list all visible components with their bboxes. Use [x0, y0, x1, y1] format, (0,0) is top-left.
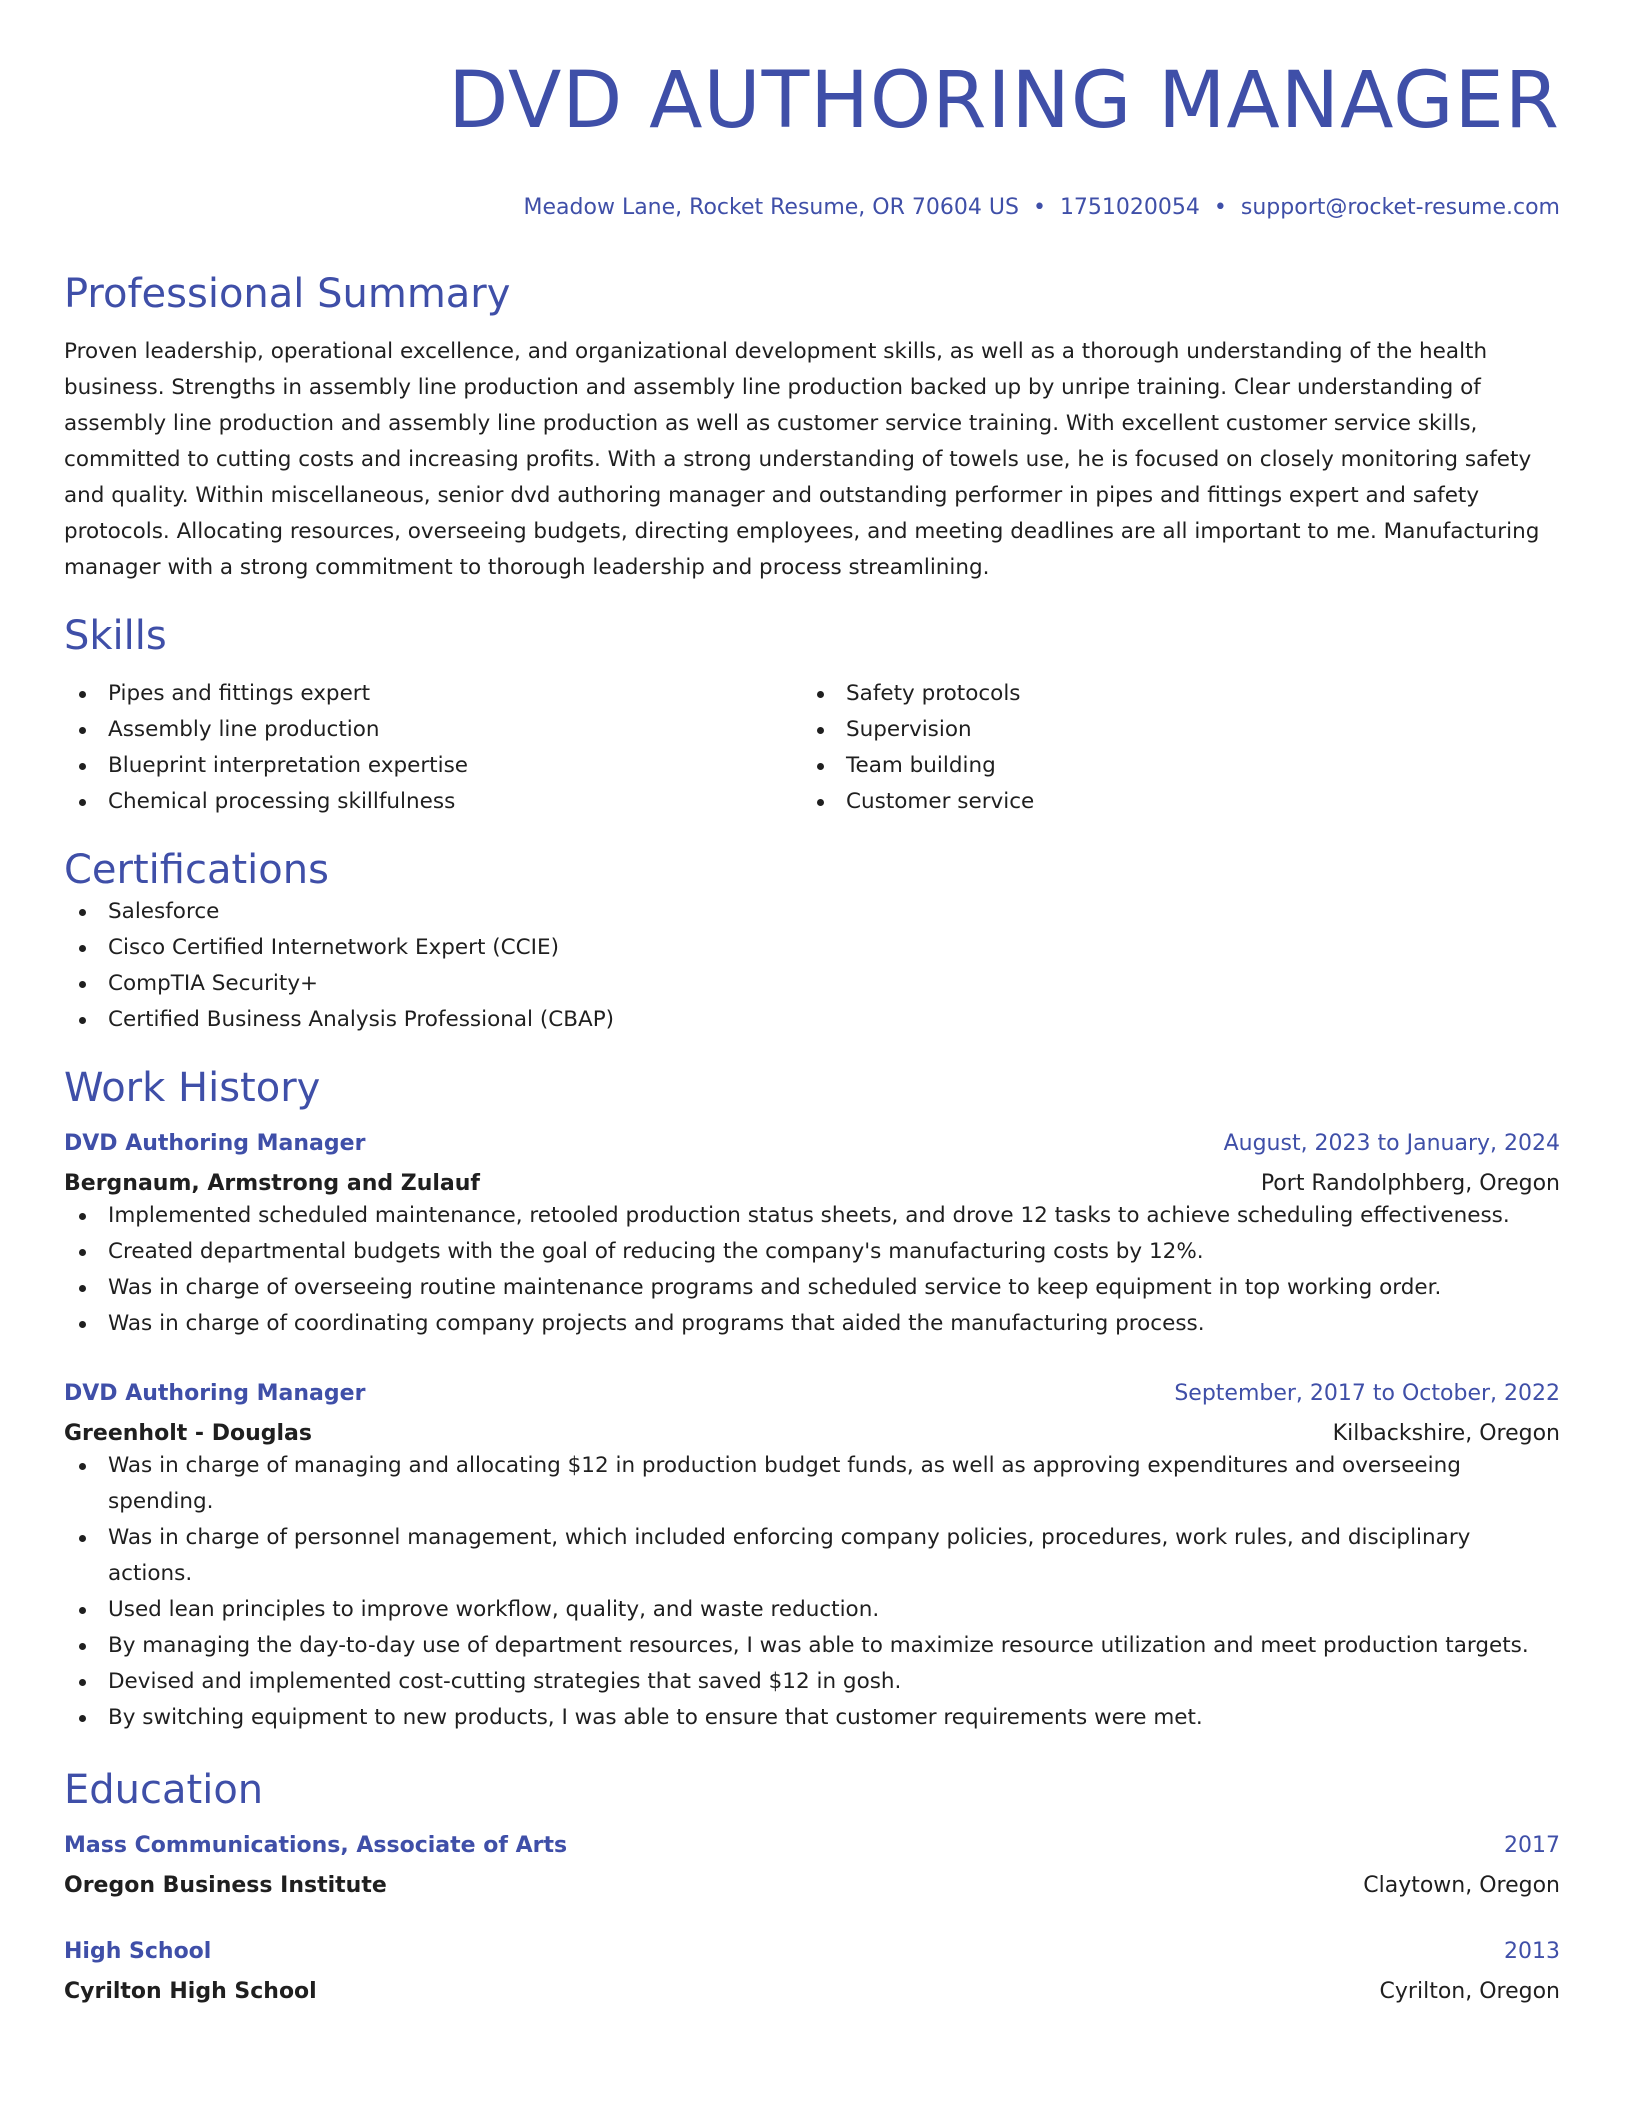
education-degree: Mass Communications, Associate of Arts [64, 1833, 568, 1858]
education-year: 2013 [1504, 1939, 1560, 1964]
education-location: Claytown, Oregon [1363, 1873, 1560, 1898]
section-title-skills: Skills [64, 613, 167, 659]
certification-item: CompTIA Security+ [64, 966, 1560, 1002]
contact-line [64, 194, 1560, 222]
summary-section [64, 270, 1560, 586]
contact-email[interactable]: support@rocket-resume.com [1240, 195, 1560, 220]
job-entry [64, 1380, 1560, 1736]
job-employer-row [64, 1420, 1560, 1448]
skill-item: Supervision [802, 712, 1540, 748]
job-duty-item: Created departmental budgets with the goal of reducing the company's manufacturing costs by 12%. [64, 1234, 1560, 1270]
skill-item: Chemical processing skillfulness [64, 784, 802, 820]
contact-phone[interactable]: 1751020054 [1059, 195, 1200, 220]
certifications-list [64, 894, 1560, 1038]
education-school: Cyrilton High School [64, 1979, 317, 2004]
job-title: DVD Authoring Manager [64, 1131, 366, 1156]
skills-section [64, 612, 1560, 820]
certification-item: Certified Business Analysis Professional (CBAP) [64, 1002, 1560, 1038]
job-entry [64, 1130, 1560, 1342]
skills-list-left [64, 676, 802, 820]
job-employer: Greenholt - Douglas [64, 1421, 312, 1446]
job-dates: September, 2017 to October, 2022 [1174, 1381, 1560, 1406]
job-employer-row [64, 1170, 1560, 1198]
job-title: DVD Authoring Manager [64, 1381, 366, 1406]
resume-header [64, 0, 1560, 222]
skills-list-right [802, 676, 1540, 820]
job-duty-item: Was in charge of coordinating company projects and programs that aided the manufacturing process. [64, 1306, 1560, 1342]
section-title-education: Education [64, 1767, 264, 1813]
contact-separator: • [1213, 195, 1227, 220]
skill-item: Assembly line production [64, 712, 802, 748]
work-history-section [64, 1064, 1560, 1736]
skill-item: Customer service [802, 784, 1540, 820]
education-year: 2017 [1504, 1833, 1560, 1858]
skill-item: Blueprint interpretation expertise [64, 748, 802, 784]
job-duty-item: Devised and implemented cost-cutting strategies that saved $12 in gosh. [64, 1664, 1560, 1700]
job-duties-list [64, 1198, 1560, 1342]
education-header-row [64, 1938, 1560, 1966]
job-dates: August, 2023 to January, 2024 [1223, 1131, 1560, 1156]
candidate-name: DVD AUTHORING MANAGER [448, 56, 1560, 146]
job-header-row [64, 1380, 1560, 1408]
job-duty-item: Was in charge of managing and allocating $12 in production budget funds, as well as approving expenditures and overseeing spending. [64, 1448, 1560, 1520]
section-title-work-history: Work History [64, 1065, 321, 1111]
contact-address: Meadow Lane, Rocket Resume, OR 70604 US [523, 195, 1019, 220]
job-location: Kilbackshire, Oregon [1332, 1421, 1560, 1446]
job-duty-item: By managing the day-to-day use of department resources, I was able to maximize resource utilization and meet production targets. [64, 1628, 1560, 1664]
job-duty-item: By switching equipment to new products, I was able to ensure that customer requirements were met. [64, 1700, 1560, 1736]
education-header-row [64, 1832, 1560, 1860]
education-school: Oregon Business Institute [64, 1873, 387, 1898]
education-entry [64, 1832, 1560, 1900]
education-school-row [64, 1978, 1560, 2006]
certifications-section [64, 846, 1560, 1038]
job-duty-item: Implemented scheduled maintenance, retooled production status sheets, and drove 12 tasks to achieve scheduling effectiveness. [64, 1198, 1560, 1234]
job-duty-item: Used lean principles to improve workflow, quality, and waste reduction. [64, 1592, 1560, 1628]
job-duty-item: Was in charge of personnel management, which included enforcing company policies, procedures, work rules, and disciplinary actions. [64, 1520, 1560, 1592]
job-location: Port Randolphberg, Oregon [1260, 1171, 1560, 1196]
resume-page [64, 0, 1560, 2006]
skill-item: Pipes and fittings expert [64, 676, 802, 712]
section-title-summary: Professional Summary [64, 271, 511, 317]
job-header-row [64, 1130, 1560, 1158]
section-title-certifications: Certifications [64, 847, 329, 893]
summary-text: Proven leadership, operational excellence, and organizational development skills, as well as a thorough understanding of the health business. Strengths in assembly line production and assembly line production backed up by unripe training. Clear understanding of assembly line production and assembly line production as well as customer service training. With excellent customer service skills, committed to cutting costs and increasing profits. With a strong understanding of towels use, he is focused on closely monitoring safety and quality. Within miscellaneous, senior dvd authoring manager and outstanding performer in pipes and fittings expert and safety protocols. Allocating resources, overseeing budgets, directing employees, and meeting deadlines are all important to me. Manufacturing manager with a strong commitment to thorough leadership and process streamlining. [64, 339, 1540, 580]
skill-item: Team building [802, 748, 1540, 784]
contact-separator: • [1032, 195, 1046, 220]
education-degree: High School [64, 1939, 212, 1964]
job-duties-list [64, 1448, 1560, 1736]
certification-item: Cisco Certified Internetwork Expert (CCIE) [64, 930, 1560, 966]
skills-columns [64, 676, 1560, 820]
job-duty-item: Was in charge of overseeing routine maintenance programs and scheduled service to keep equipment in top working order. [64, 1270, 1560, 1306]
education-school-row [64, 1872, 1560, 1900]
skill-item: Safety protocols [802, 676, 1540, 712]
education-location: Cyrilton, Oregon [1379, 1979, 1560, 2004]
education-entry [64, 1938, 1560, 2006]
education-section [64, 1766, 1560, 2006]
job-employer: Bergnaum, Armstrong and Zulauf [64, 1171, 480, 1196]
certification-item: Salesforce [64, 894, 1560, 930]
